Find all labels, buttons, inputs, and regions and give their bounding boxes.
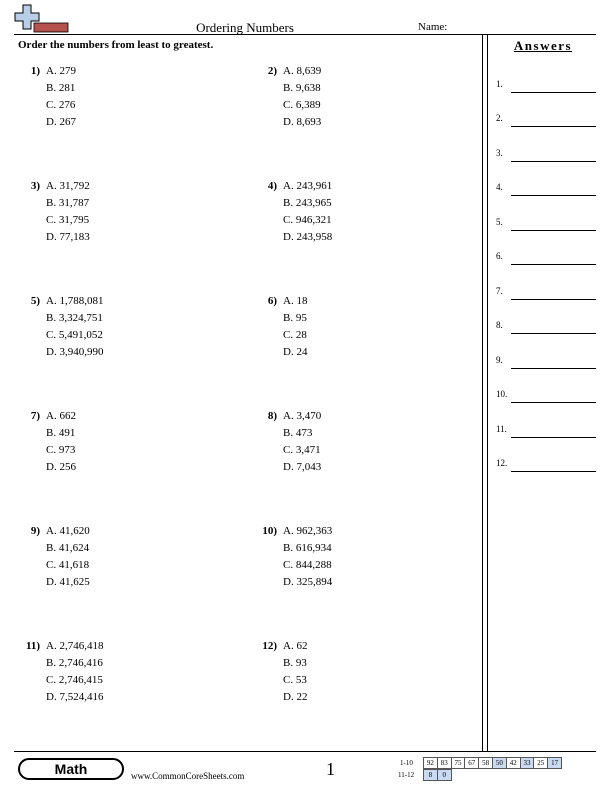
answer-number: 3. — [496, 148, 503, 158]
answer-blank[interactable] — [511, 333, 596, 334]
problem-option: B. 95 — [283, 312, 307, 324]
problem-option: C. 6,389 — [283, 99, 321, 111]
answer-blank[interactable] — [511, 230, 596, 231]
problem-option: B. 9,638 — [283, 82, 321, 94]
problem-1 — [18, 65, 218, 135]
answer-number: 5. — [496, 217, 503, 227]
page-number: 1 — [326, 759, 335, 779]
problem-7 — [18, 410, 218, 480]
problem-12 — [255, 640, 455, 710]
answer-row — [496, 217, 596, 231]
answer-row — [496, 355, 596, 369]
answers-title: Answers — [513, 38, 573, 53]
problem-11 — [18, 640, 218, 710]
answer-number: 12. — [496, 458, 508, 468]
answer-number: 11. — [496, 424, 507, 434]
problem-option: C. 2,746,415 — [46, 674, 103, 686]
problem-option: A. 31,792 — [46, 180, 90, 192]
answer-blank[interactable] — [511, 437, 596, 438]
problem-option: C. 973 — [46, 444, 76, 456]
problem-option: C. 41,618 — [46, 559, 90, 571]
problem-option: C. 844,288 — [283, 559, 332, 571]
problem-number: 5) — [30, 295, 40, 307]
header-rule — [14, 34, 596, 35]
problem-option: C. 28 — [283, 329, 307, 341]
answer-number: 10. — [496, 389, 508, 399]
problem-number: 3) — [30, 180, 40, 192]
problem-option: C. 946,321 — [283, 214, 332, 226]
problem-option: B. 243,965 — [283, 197, 332, 209]
problem-option: B. 281 — [46, 82, 76, 94]
problem-option: A. 962,363 — [283, 525, 333, 537]
problem-number: 9) — [30, 525, 40, 537]
answer-blank[interactable] — [511, 368, 596, 369]
answer-blank[interactable] — [511, 471, 596, 472]
answer-row — [496, 389, 596, 403]
footer-rule — [14, 751, 596, 752]
problem-5 — [18, 295, 218, 365]
score-cell: 58 — [478, 757, 493, 769]
answer-blank[interactable] — [511, 299, 596, 300]
answer-row — [496, 79, 596, 93]
score-cell: 42 — [506, 757, 521, 769]
problem-option: C. 3,471 — [283, 444, 321, 456]
problem-option: B. 616,934 — [283, 542, 332, 554]
answer-number: 4. — [496, 182, 503, 192]
problem-option: B. 41,624 — [46, 542, 90, 554]
score-cell: 92 — [423, 757, 438, 769]
problem-option: B. 473 — [283, 427, 313, 439]
website-link[interactable]: www.CommonCoreSheets.com — [131, 771, 245, 781]
problem-option: D. 325,894 — [283, 576, 333, 588]
score-cell: 8 — [423, 769, 438, 781]
problem-option: D. 243,958 — [283, 231, 333, 243]
answer-blank[interactable] — [511, 402, 596, 403]
score-cell: 75 — [451, 757, 466, 769]
answer-row — [496, 458, 596, 472]
answer-blank[interactable] — [511, 264, 596, 265]
problem-number: 4) — [267, 180, 277, 192]
problem-option: A. 8,639 — [283, 65, 322, 77]
problem-number: 8) — [267, 410, 277, 422]
problem-number: 1) — [30, 65, 40, 77]
problem-option: A. 1,788,081 — [46, 295, 104, 307]
problem-10 — [255, 525, 455, 595]
problem-option: A. 662 — [46, 410, 76, 422]
answer-blank[interactable] — [511, 126, 596, 127]
answer-row — [496, 182, 596, 196]
score-cell: 50 — [492, 757, 507, 769]
problem-4 — [255, 180, 455, 250]
problem-option: D. 77,183 — [46, 231, 90, 243]
problem-option: D. 256 — [46, 461, 76, 473]
problem-option: C. 5,491,052 — [46, 329, 103, 341]
score-row-label: 1-10 — [400, 759, 413, 767]
problem-option: A. 279 — [46, 65, 76, 77]
score-cell: 67 — [464, 757, 479, 769]
problem-3 — [18, 180, 218, 250]
answer-number: 7. — [496, 286, 503, 296]
problem-option: C. 53 — [283, 674, 307, 686]
answer-blank[interactable] — [511, 92, 596, 93]
page-title: Ordering Numbers — [196, 20, 294, 35]
answer-row — [496, 148, 596, 162]
answer-blank[interactable] — [511, 161, 596, 162]
answer-row — [496, 320, 596, 334]
answer-row — [496, 286, 596, 300]
problem-option: A. 243,961 — [283, 180, 333, 192]
instructions: Order the numbers from least to greatest. — [18, 39, 214, 51]
problem-option: B. 31,787 — [46, 197, 90, 209]
name-label: Name: — [418, 21, 448, 33]
answer-row — [496, 113, 596, 127]
problem-option: D. 267 — [46, 116, 76, 128]
problem-option: D. 22 — [283, 691, 308, 703]
problem-option: B. 491 — [46, 427, 76, 439]
problem-option: C. 31,795 — [46, 214, 90, 226]
problem-option: D. 3,940,990 — [46, 346, 104, 358]
answer-row — [496, 251, 596, 265]
score-cell: 83 — [437, 757, 452, 769]
problem-8 — [255, 410, 455, 480]
problem-option: D. 7,043 — [283, 461, 322, 473]
problem-9 — [18, 525, 218, 595]
answer-blank[interactable] — [511, 195, 596, 196]
problem-option: A. 18 — [283, 295, 308, 307]
problem-number: 12) — [262, 640, 277, 652]
problem-number: 7) — [30, 410, 40, 422]
problem-option: B. 2,746,416 — [46, 657, 103, 669]
problem-2 — [255, 65, 455, 135]
problem-option: D. 7,524,416 — [46, 691, 104, 703]
answer-number: 2. — [496, 113, 503, 123]
score-cell: 33 — [520, 757, 535, 769]
problem-option: A. 41,620 — [46, 525, 90, 537]
problem-option: C. 276 — [46, 99, 76, 111]
problem-number: 2) — [267, 65, 277, 77]
subject-badge: Math — [18, 758, 124, 780]
problem-option: B. 93 — [283, 657, 307, 669]
problem-option: B. 3,324,751 — [46, 312, 103, 324]
problem-option: D. 41,625 — [46, 576, 90, 588]
problem-option: A. 3,470 — [283, 410, 322, 422]
score-cell: 25 — [533, 757, 548, 769]
score-row-label: 11-12 — [398, 771, 415, 779]
answer-number: 9. — [496, 355, 503, 365]
column-divider — [482, 35, 488, 751]
problem-number: 6) — [267, 295, 277, 307]
answer-number: 1. — [496, 79, 503, 89]
score-cell: 0 — [437, 769, 452, 781]
problem-option: D. 8,693 — [283, 116, 322, 128]
problem-option: A. 2,746,418 — [46, 640, 104, 652]
problem-number: 10) — [262, 525, 277, 537]
answer-number: 8. — [496, 320, 503, 330]
score-cell: 17 — [547, 757, 562, 769]
problem-6 — [255, 295, 455, 365]
answer-row — [496, 424, 596, 438]
problem-number: 11) — [25, 640, 40, 652]
problem-option: A. 62 — [283, 640, 308, 652]
answer-number: 6. — [496, 251, 503, 261]
problem-option: D. 24 — [283, 346, 308, 358]
